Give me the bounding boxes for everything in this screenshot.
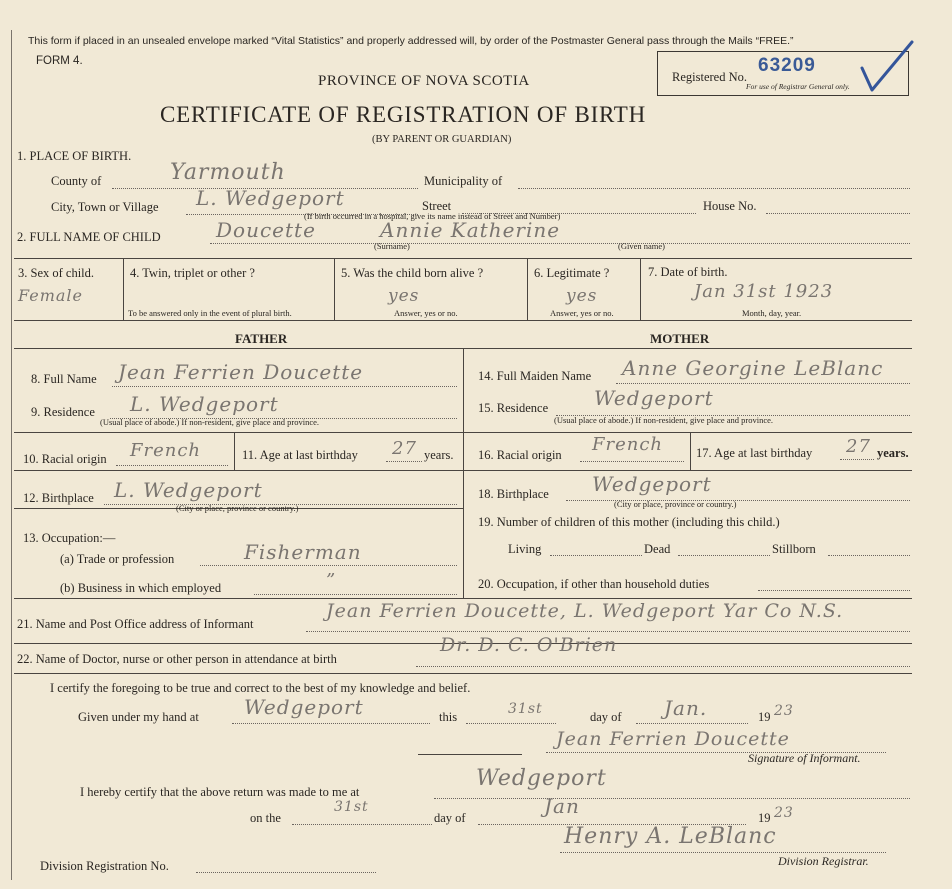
- municipality-label: Municipality of: [424, 174, 503, 188]
- given-caption: (Given name): [618, 241, 665, 251]
- registrar-day-value: 31st: [334, 799, 369, 815]
- dead-line: [678, 555, 770, 556]
- mother-residence-label: 15. Residence: [478, 401, 549, 415]
- signature-caption: Signature of Informant.: [748, 751, 861, 765]
- given-month-value: Jan.: [664, 696, 708, 720]
- mother-racial-line: [580, 461, 684, 462]
- father-age-line: [386, 461, 422, 462]
- municipality-line: [518, 188, 910, 189]
- mother-age-unit: years.: [877, 446, 909, 460]
- year-prefix: 19: [758, 710, 771, 724]
- certify-statement: I certify the foregoing to be true and correct to the best of my knowledge and belief.: [50, 681, 471, 695]
- given-day-value: 31st: [508, 701, 543, 717]
- informant-line: [306, 631, 910, 632]
- signature-rule: [418, 754, 522, 755]
- parents-top-border: [14, 348, 912, 349]
- dead-label: Dead: [644, 542, 671, 556]
- legitimate-value: yes: [566, 286, 598, 306]
- given-place-line: [232, 723, 430, 724]
- page-subtitle: (BY PARENT OR GUARDIAN): [372, 134, 512, 145]
- row3-top-border: [14, 258, 912, 259]
- alive-value: yes: [388, 286, 420, 306]
- father-residence-note: (Usual place of abode.) If non-resident, give place and province.: [100, 417, 320, 427]
- county-value: Yarmouth: [170, 160, 286, 185]
- father-name-line: [112, 386, 457, 387]
- father-name-value: Jean Ferrien Doucette: [118, 360, 364, 384]
- this-label: this: [439, 710, 458, 724]
- row3-divider-2: [334, 258, 335, 320]
- attendant-value: Dr. D. C. O'Brien: [440, 634, 618, 656]
- s22-bottom-border: [14, 673, 912, 674]
- registrar-signature-line: [560, 852, 886, 853]
- parents-divider: [463, 348, 464, 598]
- registrar-month-value: Jan: [544, 794, 580, 818]
- mother-residence-note: (Usual place of abode.) If non-resident, give place and province.: [554, 415, 774, 425]
- given-label: Given under my hand at: [78, 710, 199, 724]
- child-given-value: Annie Katherine: [380, 218, 561, 242]
- day-of-label: day of: [590, 710, 622, 724]
- registrar-caption: Division Registrar.: [778, 854, 869, 868]
- business-line: [254, 594, 457, 595]
- alive-note: Answer, yes or no.: [394, 308, 458, 318]
- place-of-birth-label: 1. PLACE OF BIRTH.: [17, 149, 132, 163]
- hospital-note: (If birth occurred in a hospital, give its name instead of Street and Number): [304, 211, 561, 221]
- living-line: [550, 555, 642, 556]
- trade-line: [200, 565, 457, 566]
- mother-occupation-line: [758, 590, 910, 591]
- city-label: City, Town or Village: [51, 200, 159, 214]
- row3-divider-1: [123, 258, 124, 320]
- registrar-year-prefix: 19: [758, 811, 771, 825]
- father-racial-value: French: [130, 440, 202, 461]
- mother-maiden-value: Anne Georgine LeBlanc: [622, 356, 884, 380]
- stillborn-line: [828, 555, 910, 556]
- father-residence-label: 9. Residence: [31, 405, 95, 419]
- given-year-value: 23: [774, 703, 794, 719]
- registrar-year-value: 23: [774, 805, 794, 821]
- child-name-label: 2. FULL NAME OF CHILD: [17, 230, 161, 244]
- row3-divider-4: [640, 258, 641, 320]
- registrar-day-line: [292, 824, 432, 825]
- sex-label: 3. Sex of child.: [18, 266, 95, 280]
- registrar-statement: I hereby certify that the above return was made to me at: [80, 785, 360, 799]
- father-racial-line: [116, 465, 228, 466]
- father-birthplace-value: L. Wedgeport: [114, 478, 263, 502]
- attendant-label: 22. Name of Doctor, nurse or other person in attendance at birth: [17, 652, 337, 666]
- father-heading: FATHER: [235, 331, 288, 346]
- mail-notice: This form if placed in an unsealed envelope marked “Vital Statistics” and properly addressed will, by order of the Postmaster General pass through the Mails “FREE.”: [28, 35, 794, 47]
- house-label: House No.: [703, 199, 757, 213]
- province-heading: PROVINCE OF NOVA SCOTIA: [318, 73, 530, 89]
- father-age-value: 27: [392, 438, 417, 459]
- mother-age-line: [840, 459, 874, 460]
- registered-label: Registered No.: [672, 70, 747, 84]
- informant-value: Jean Ferrien Doucette, L. Wedgeport Yar Co N.S.: [326, 600, 844, 622]
- father-birthplace-note: (City or place, province or country.): [176, 503, 299, 513]
- surname-caption: (Surname): [374, 241, 410, 251]
- attendant-line: [416, 666, 910, 667]
- registrar-day-of-label: day of: [434, 811, 466, 825]
- row3-divider-3: [527, 258, 528, 320]
- legitimate-label: 6. Legitimate ?: [534, 266, 610, 280]
- mother-occupation-label: 20. Occupation, if other than household duties: [478, 577, 710, 591]
- registrar-place-value: Wedgeport: [476, 766, 607, 791]
- mother-age-label: 17. Age at last birthday: [696, 446, 813, 460]
- on-the-label: on the: [250, 811, 281, 825]
- registrar-note: For use of Registrar General only.: [746, 82, 850, 91]
- father-birthplace-label: 12. Birthplace: [23, 491, 94, 505]
- city-value: L. Wedgeport: [196, 186, 345, 210]
- mother-age-divider: [690, 432, 691, 470]
- child-surname-value: Doucette: [216, 218, 316, 242]
- date-value: Jan 31st 1923: [694, 281, 834, 302]
- legitimate-note: Answer, yes or no.: [550, 308, 614, 318]
- mother-residence-value: Wedgeport: [594, 386, 714, 410]
- stillborn-label: Stillborn: [772, 542, 816, 556]
- business-label: (b) Business in which employed: [60, 581, 222, 595]
- mother-maiden-label: 14. Full Maiden Name: [478, 369, 592, 383]
- father-occupation-label: 13. Occupation:—: [23, 531, 116, 545]
- business-value: ”: [326, 570, 337, 591]
- date-label: 7. Date of birth.: [648, 265, 728, 279]
- mother-birthplace-value: Wedgeport: [592, 472, 712, 496]
- twin-note: To be answered only in the event of plural birth.: [128, 308, 292, 318]
- registrar-signature: Henry A. LeBlanc: [564, 824, 777, 849]
- page-title: CERTIFICATE OF REGISTRATION OF BIRTH: [160, 102, 647, 127]
- left-margin-line: [11, 30, 12, 880]
- child-name-line: [210, 243, 910, 244]
- parents-border-2: [14, 432, 912, 433]
- blue-checkmark-icon: [858, 38, 918, 96]
- mother-racial-value: French: [592, 434, 664, 455]
- father-age-divider: [234, 432, 235, 470]
- parents-bottom-border: [14, 598, 912, 599]
- mother-racial-label: 16. Racial origin: [478, 448, 562, 462]
- date-note: Month, day, year.: [742, 308, 802, 318]
- given-place-value: Wedgeport: [244, 695, 364, 719]
- father-age-label: 11. Age at last birthday: [242, 448, 358, 462]
- twin-label: 4. Twin, triplet or other ?: [130, 266, 255, 280]
- father-age-unit: years.: [424, 448, 454, 462]
- registered-number: 63209: [758, 55, 816, 76]
- mother-maiden-line: [616, 383, 910, 384]
- informant-label: 21. Name and Post Office address of Informant: [17, 617, 254, 631]
- mother-birthplace-note: (City or place, province or country.): [614, 499, 737, 509]
- living-label: Living: [508, 542, 542, 556]
- alive-label: 5. Was the child born alive ?: [341, 266, 484, 280]
- children-label: 19. Number of children of this mother (including this child.): [478, 515, 780, 529]
- mother-age-value: 27: [846, 436, 871, 457]
- sex-value: Female: [18, 286, 83, 305]
- trade-label: (a) Trade or profession: [60, 552, 175, 566]
- registrar-place-line: [434, 798, 910, 799]
- form-number: FORM 4.: [36, 55, 83, 67]
- informant-signature: Jean Ferrien Doucette: [556, 728, 790, 750]
- county-label: County of: [51, 174, 102, 188]
- trade-value: Fisherman: [244, 540, 362, 564]
- father-residence-value: L. Wedgeport: [130, 392, 279, 416]
- mother-heading: MOTHER: [650, 331, 710, 346]
- given-month-line: [636, 723, 748, 724]
- father-name-label: 8. Full Name: [31, 372, 97, 386]
- parents-border-3: [14, 470, 912, 471]
- given-day-line: [466, 723, 556, 724]
- division-registration-label: Division Registration No.: [40, 859, 169, 873]
- row3-bottom-border: [14, 320, 912, 321]
- street-label: Street: [422, 199, 452, 213]
- division-registration-line: [196, 872, 376, 873]
- father-racial-label: 10. Racial origin: [23, 452, 107, 466]
- house-line: [766, 213, 910, 214]
- mother-birthplace-label: 18. Birthplace: [478, 487, 549, 501]
